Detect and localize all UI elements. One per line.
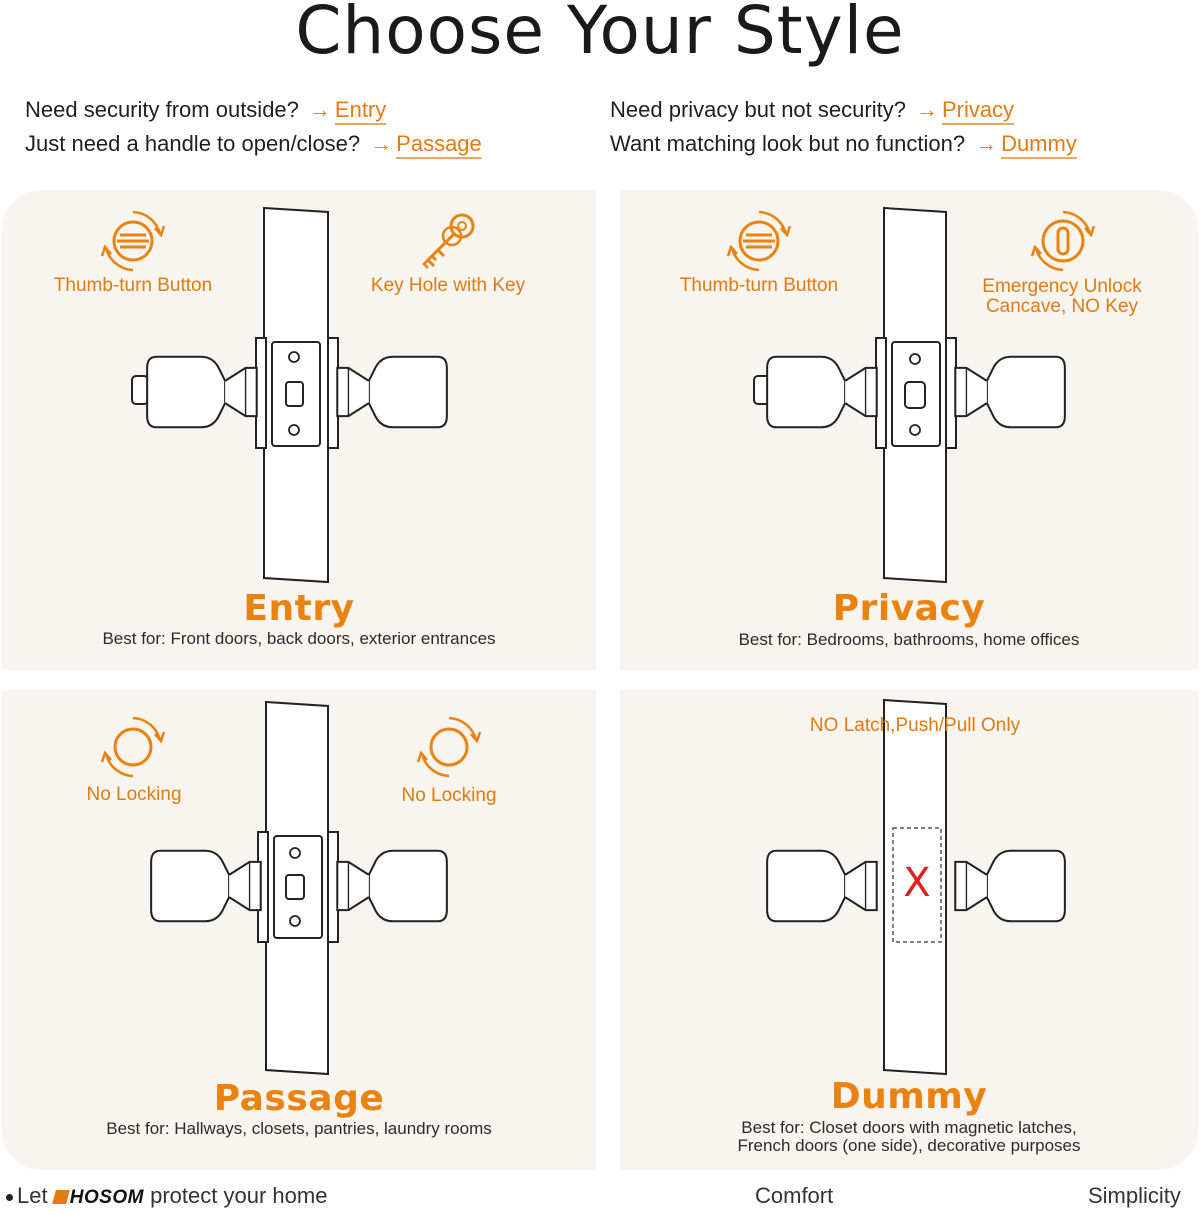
footer-brand-line [6,1183,327,1209]
feature-label: NO Latch,Push/Pull Only [809,715,1021,736]
answer-link: Privacy [941,97,1015,122]
feature-label: Key Hole with Key [370,275,526,296]
question-passage [25,131,482,157]
brand-name: HOSOM [69,1187,144,1208]
feature-label-line2: Cancave, NO Key [985,296,1139,317]
best-for-text: Best for: Front doors, back doors, exterior entrances [102,629,496,648]
emergency-unlock-icon [1028,206,1098,276]
brand-logo-icon [52,1190,70,1204]
bullet-icon [6,1194,13,1201]
question-text: Want matching look but no function? [610,131,966,156]
question-text: Just need a handle to open/close? [25,131,361,156]
best-for-text: Best for: Hallways, closets, pantries, laundry rooms [106,1119,492,1138]
best-for-text: Best for: Bedrooms, bathrooms, home offices [738,630,1080,649]
question-entry [25,97,386,123]
feature-label-line1: Emergency Unlock [982,276,1142,297]
thumb-turn-icon [98,206,168,276]
question-text: Need privacy but not security? [610,97,906,122]
answer-link: Passage [396,131,482,156]
arrow-icon: → [975,131,998,156]
question-privacy [610,97,1014,123]
best-for-text-line2: French doors (one side), decorative purposes [737,1136,1081,1155]
panel-dummy [620,690,1198,1170]
panel-title: Passage [213,1078,385,1119]
arrow-icon: → [370,131,393,156]
panel-title: Entry [243,588,355,629]
answer-link: Entry [334,97,387,122]
footer-prefix: Let [17,1183,48,1208]
answer-link: Dummy [1001,131,1077,156]
no-locking-icon [98,712,168,782]
feature-label: Thumb-turn Button [53,275,213,296]
thumb-turn-icon [724,206,794,276]
panel-entry [2,190,596,670]
panel-passage [2,690,596,1170]
best-for-text-line1: Best for: Closet doors with magnetic latches, [741,1118,1077,1137]
no-latch-x-icon: X [903,860,931,906]
key-icon [414,206,484,276]
feature-label: Thumb-turn Button [679,275,839,296]
feature-label: No Locking [86,784,182,805]
feature-label: No Locking [401,785,497,806]
arrow-icon: → [308,97,331,122]
panel-title: Privacy [832,588,986,629]
page-title: Choose Your Style [295,0,905,69]
no-locking-icon [414,712,484,782]
footer-tagline: protect your home [150,1183,328,1208]
panel-privacy [620,190,1198,670]
question-text: Need security from outside? [25,97,299,122]
footer-comfort: Comfort [755,1183,834,1208]
panel-title: Dummy [830,1076,988,1117]
footer-simplicity: Simplicity [1088,1183,1181,1208]
question-dummy [610,131,1077,157]
arrow-icon: → [915,97,938,122]
